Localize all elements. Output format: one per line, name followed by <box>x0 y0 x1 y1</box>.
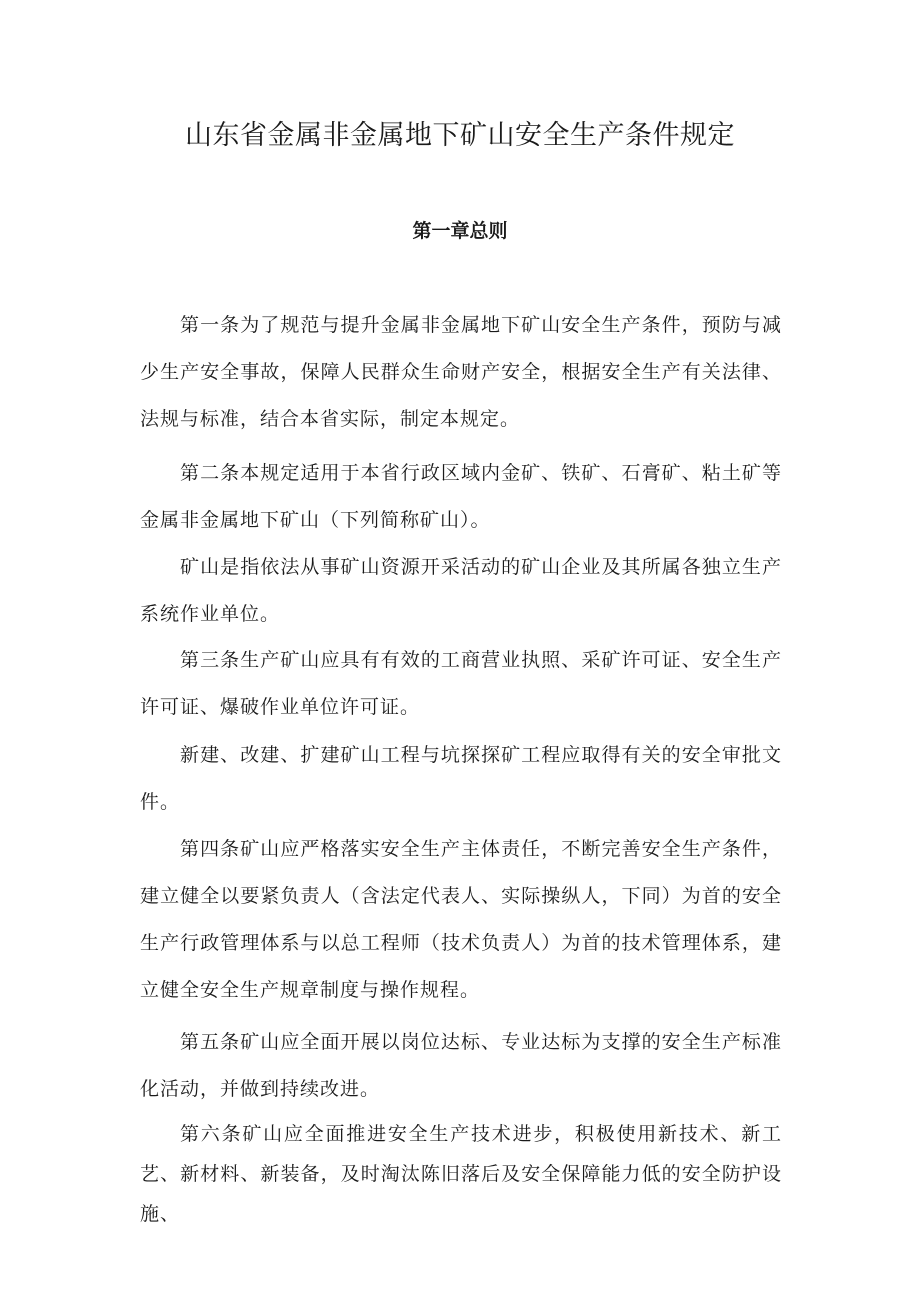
article-3-paragraph: 第三条生产矿山应具有有效的工商营业执照、采矿许可证、安全生产许可证、爆破作业单位许可证。 <box>140 649 782 718</box>
article-1-paragraph: 第一条为了规范与提升金属非金属地下矿山安全生产条件，预防与减少生产安全事故，保障人民群众生命财产安全，根据安全生产有关法律、法规与标准，结合本省实际，制定本规定。 <box>140 314 782 430</box>
article-6-paragraph: 第六条矿山应全面推进安全生产技术进步，积极使用新技术、新工艺、新材料、新装备，及时淘汰陈旧落后及安全保障能力低的安全防护设施、 <box>140 1123 782 1225</box>
mine-definition-paragraph: 矿山是指依法从事矿山资源开采活动的矿山企业及其所属各独立生产系统作业单位。 <box>140 556 782 625</box>
chapter-title: 第一章总则 <box>412 220 508 242</box>
approval-paragraph: 新建、改建、扩建矿山工程与坑探探矿工程应取得有关的安全审批文件。 <box>140 744 782 813</box>
document-title: 山东省金属非金属地下矿山安全生产条件规定 <box>185 120 735 151</box>
article-4-paragraph: 第四条矿山应严格落实安全生产主体责任，不断完善安全生产条件，建立健全以要紧负责人（含法定代表人、实际操纵人，下同）为首的安全生产行政管理体系与以总工程师（技术负责人）为首的技术管理体系，建立健全安全生产规章制度与操作规程。 <box>140 838 782 1001</box>
article-2-paragraph: 第二条本规定适用于本省行政区域内金矿、铁矿、石膏矿、粘土矿等金属非金属地下矿山（下列简称矿山）。 <box>140 462 782 531</box>
article-5-paragraph: 第五条矿山应全面开展以岗位达标、专业达标为支撑的安全生产标准化活动，并做到持续改进。 <box>140 1031 782 1100</box>
